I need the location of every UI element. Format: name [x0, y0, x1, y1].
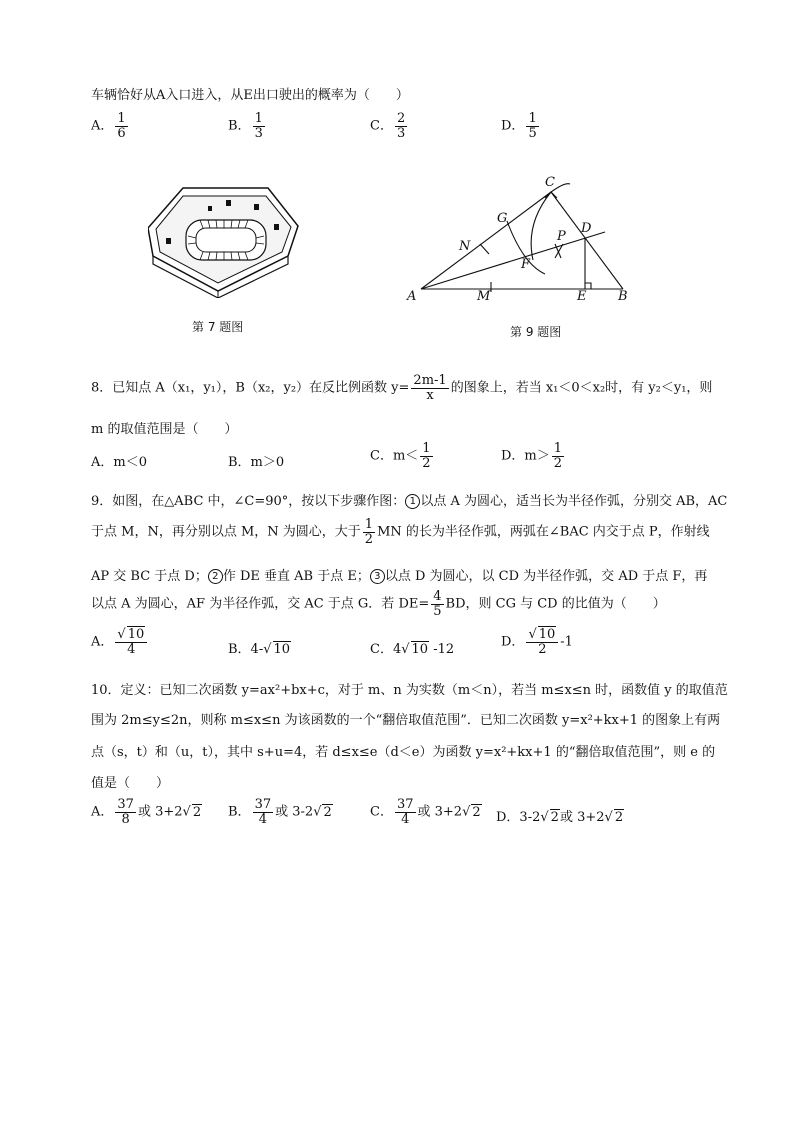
label-G: G	[497, 211, 508, 226]
q9-option-c: C．4√ 10 -12	[370, 642, 455, 657]
label-F: F	[521, 257, 531, 272]
q7-option-a: A． $\frac{1}{6}$	[91, 111, 126, 141]
q9-option-b: B．4-√ 10	[228, 642, 291, 657]
q9-option-d: D． $\frac{√ 10}{2}$ -1	[501, 627, 573, 657]
figure-9-caption: 第 9 题图	[510, 325, 562, 339]
q10-option-d: D．3-2√ 2或 3+2√ 2	[496, 810, 624, 825]
q9-line2: 于点 M，N，再分别以点 M，N 为圆心，大于 $\frac{1}{2}$ MN 的长为半径作弧，两弧在∠BAC 内交于点 P，作射线	[91, 517, 710, 547]
q10-line4: 值是（ ）	[91, 776, 170, 791]
q7-option-b: B． $\frac{1}{3}$	[228, 111, 263, 141]
label-E: E	[577, 289, 587, 304]
q10-option-b: B． $\frac{37}{4}$ 或 3-2√ 2	[228, 797, 332, 827]
label-A: A	[407, 289, 417, 304]
label-P: P	[557, 229, 566, 244]
figure-7-parking-lot	[148, 186, 306, 298]
q10-line3: 点（s，t）和（u，t），其中 s+u=4，若 d≤x≤e（d＜e）为函数 y=x²+kx+1 的“翻倍取值范围”，则 e 的	[91, 745, 716, 760]
q8-line2: m 的取值范围是（ ）	[91, 422, 238, 437]
figure-7-caption: 第 7 题图	[192, 320, 244, 334]
figure-9-triangle	[405, 174, 640, 306]
q8-option-d: D．m＞ $\frac{1}{2}$	[501, 441, 563, 471]
q8-option-b: B．m＞0	[228, 455, 285, 470]
q8-option-c: C．m＜ $\frac{1}{2}$	[370, 441, 431, 471]
q9-line1: 9．如图，在△ABC 中，∠C=90°，按以下步骤作图： 1 以点 A 为圆心，适当长为半径作弧，分别交 AB，AC	[91, 494, 728, 509]
q10-line2: 围为 2m≤y≤2n，则称 m≤x≤n 为该函数的一个“翻倍取值范围”．已知二次函数 y=x²+kx+1 的图象上有两	[91, 713, 721, 728]
label-N: N	[459, 239, 471, 254]
q10-line1: 10．定义：已知二次函数 y=ax²+bx+c，对于 m、n 为实数（m＜n），若当 m≤x≤n 时，函数值 y 的取值范	[91, 683, 728, 698]
q7-stem: 车辆恰好从A入口进入，从E出口驶出的概率为（ ）	[91, 88, 409, 103]
q8-line1: 8．已知点 A（x₁，y₁），B（x₂，y₂）在反比例函数 y= $\frac{2m-1}{x}$ 的图象上，若当 x₁＜0＜x₂时，有 y₂＜y₁，则	[91, 373, 713, 403]
q10-option-a: A． $\frac{37}{8}$ 或 3+2√ 2	[91, 797, 202, 827]
q10-option-c: C． $\frac{37}{4}$ 或 3+2√ 2	[370, 797, 481, 827]
label-C: C	[545, 175, 555, 190]
label-B: B	[618, 289, 628, 304]
q7-option-c: C． $\frac{2}{3}$	[370, 111, 406, 141]
q7-option-d: D． $\frac{1}{5}$	[501, 111, 537, 141]
label-D: D	[581, 221, 592, 236]
q9-line3: AP 交 BC 于点 D； 2 作 DE 垂直 AB 于点 E； 3 以点 D 为圆心，以 CD 为半径作弧，交 AD 于点 F，再	[91, 569, 708, 584]
q9-option-a: A． $\frac{√ 10}{4}$	[91, 628, 149, 656]
q9-line4: 以点 A 为圆心，AF 为半径作弧，交 AC 于点 G．若 DE= $\frac{4}{5}$ BD，则 CG 与 CD 的比值为（ ）	[91, 589, 666, 619]
q8-option-a: A．m＜0	[91, 455, 147, 470]
label-M: M	[477, 289, 491, 304]
